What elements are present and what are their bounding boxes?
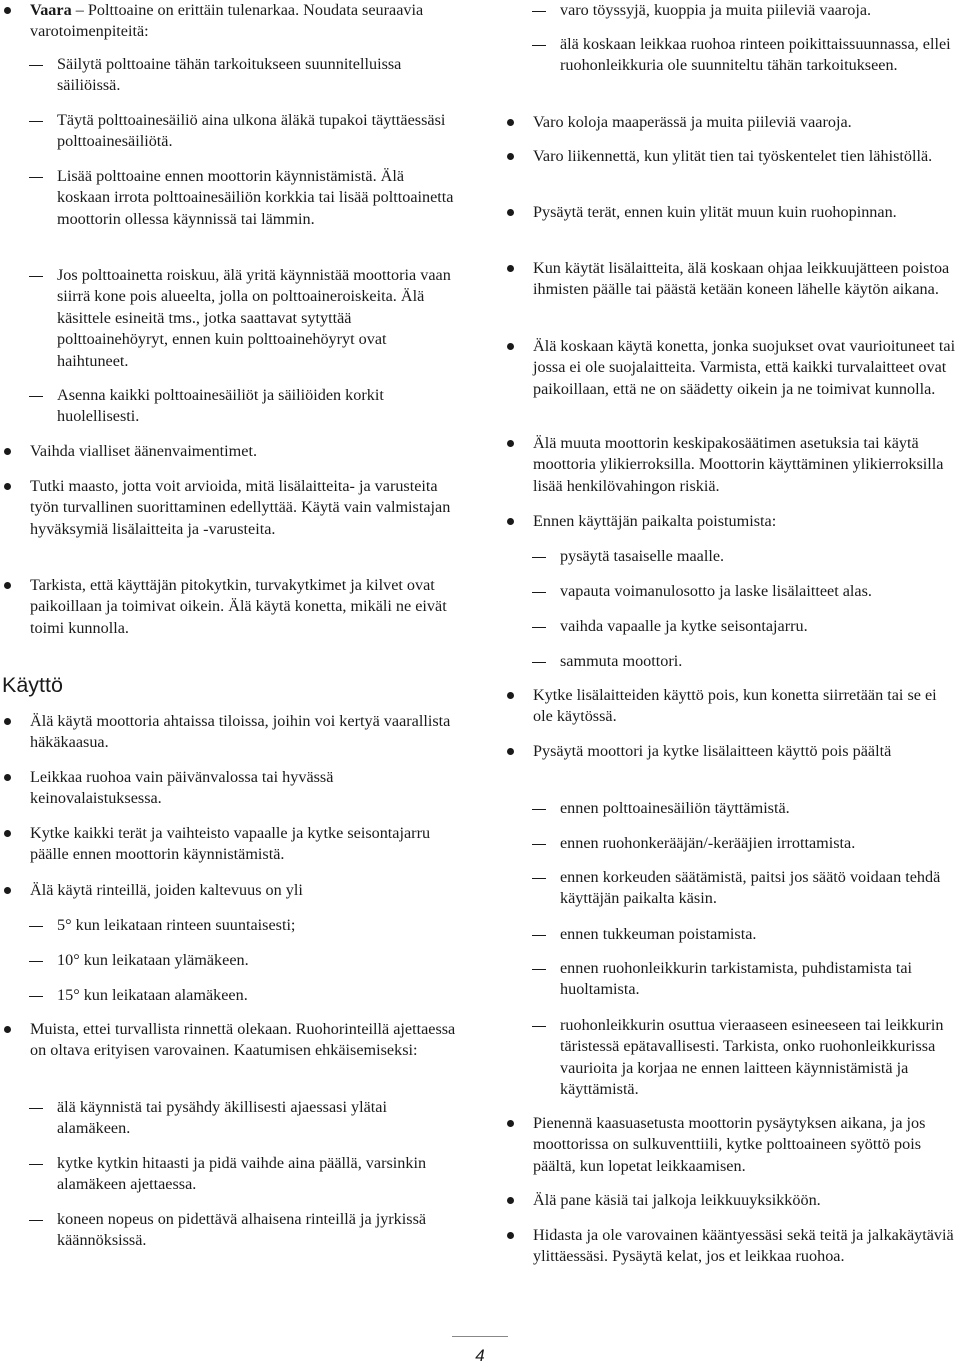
bullet-attachments-off: Kytke lisälaitteiden käyttö pois, kun konetta siirretään tai se ei ole käytössä. bbox=[503, 685, 960, 728]
bullet-daylight: Leikkaa ruohoa vain päivänvalossa tai hyvässä keinovalaistuksessa. bbox=[0, 767, 458, 810]
bullet-traffic: Varo liikennettä, kun ylität tien tai työskentelet tien lähistöllä. bbox=[503, 146, 960, 167]
stop-dash-5: ennen ruohonleikkurin tarkistamista, puhdistamista tai huoltamista. bbox=[503, 958, 960, 1001]
leave-dash-3: vaihda vapaalle ja kytke seisontajarru. bbox=[503, 616, 960, 637]
bullet-mufflers: Vaihda vialliset äänenvaimentimet. bbox=[0, 441, 458, 462]
bullet-terrain: Tutki maasto, jotta voit arvioida, mitä lisälaitteita- ja varusteita työn turvallinen suorittaminen edellyttää. Käytä vain valmistajan hyväksymiä lisälaitteita ja -varusteita. bbox=[0, 476, 458, 540]
bullet-stop-engine: Pysäytä moottori ja kytke lisälaitteen käyttö pois päältä bbox=[503, 741, 960, 762]
tip-dash-2: kytke kytkin hitaasti ja pidä vaihde aina päällä, varsinkin alamäkeen ajettaessa. bbox=[0, 1153, 458, 1196]
bullet-confined: Älä käytä moottoria ahtaissa tiloissa, joihin voi kertyä vaarallista häkäkaasua. bbox=[0, 711, 458, 754]
tip-dash-3: koneen nopeus on pidettävä alhaisena rinteillä ja jyrkissä käännöksissä. bbox=[0, 1209, 458, 1252]
leave-dash-1: pysäytä tasaiselle maalle. bbox=[503, 546, 960, 567]
tip-dash-1: älä käynnistä tai pysähdy äkillisesti ajaessasi ylätai alamäkeen. bbox=[0, 1097, 458, 1140]
leave-dash-2: vapauta voimanulosotto ja laske lisälaitteet alas. bbox=[503, 581, 960, 602]
bullet-switches: Tarkista, että käyttäjän pitokytkin, turvakytkimet ja kilvet ovat paikoillaan ja toimivat oikein. Älä käytä konetta, mikäli ne eivät toimi kunnolla. bbox=[0, 575, 458, 639]
top-dash-1: varo töyssyjä, kuoppia ja muita piileviä vaaroja. bbox=[503, 0, 960, 21]
leave-dash-4: sammuta moottori. bbox=[503, 651, 960, 672]
page-number: 4 bbox=[475, 1346, 485, 1365]
stop-dash-4: ennen tukkeuman poistamista. bbox=[503, 924, 960, 945]
bullet-throttle: Pienennä kaasuasetusta moottorin pysäytyksen aikana, ja jos moottorissa on sulkuventtiili, kytke polttoaineen syöttö pois päältä, kun lopetat leikkaamisen. bbox=[503, 1113, 960, 1177]
stop-dash-1: ennen polttoainesäiliön täyttämistä. bbox=[503, 798, 960, 819]
warning-intro bbox=[0, 0, 458, 43]
fuel-dash-1: Säilytä polttoaine tähän tarkoitukseen suunnitelluissa säiliöissä. bbox=[0, 54, 458, 97]
slope-dash-1: 5° kun leikataan rinteen suuntaisesti; bbox=[0, 915, 458, 936]
bullet-disengage: Kytke kaikki terät ja vaihteisto vapaalle ja kytke seisontajarru päälle ennen moottorin käynnistämistä. bbox=[0, 823, 458, 866]
warning-text: – Polttoaine on erittäin tulenarkaa. Noudata seuraavia varotoimenpiteitä: bbox=[30, 1, 424, 41]
warning-lead: Vaara bbox=[30, 1, 72, 19]
top-dash-2: älä koskaan leikkaa ruohoa rinteen poikittaissuunnassa, ellei ruohonleikkuria ole suunniteltu tähän tarkoitukseen. bbox=[503, 34, 960, 77]
bullet-no-safe-slope: Muista, ettei turvallista rinnettä olekaan. Ruohorinteillä ajettaessa on oltava erityisen varovainen. Kaatumisen ehkäisemiseksi: bbox=[0, 1019, 458, 1062]
stop-dash-3: ennen korkeuden säätämistä, paitsi jos säätö voidaan tehdä käyttäjän paikalta käsin. bbox=[503, 867, 960, 910]
bullet-holes: Varo koloja maaperässä ja muita piileviä vaaroja. bbox=[503, 112, 960, 133]
bullet-slopes: Älä käytä rinteillä, joiden kaltevuus on yli bbox=[0, 880, 458, 901]
bullet-stop-blades: Pysäytä terät, ennen kuin ylität muun kuin ruohopinnan. bbox=[503, 202, 960, 223]
slope-dash-2: 10° kun leikataan ylämäkeen. bbox=[0, 950, 458, 971]
bullet-hands-feet: Älä pane käsiä tai jalkoja leikkuuyksikköön. bbox=[503, 1190, 960, 1211]
section-heading: Käyttö bbox=[2, 673, 63, 697]
bullet-governor: Älä muuta moottorin keskipakosäätimen asetuksia tai käytä moottoria ylikierroksilla. Moottorin käyttäminen ylikierroksilla lisää henkilövahingon riskiä. bbox=[503, 433, 960, 497]
fuel-dash-5: Asenna kaikki polttoainesäiliöt ja säiliöiden korkit huolellisesti. bbox=[0, 385, 458, 428]
stop-dash-6: ruohonleikkurin osuttua vieraaseen esineeseen tai leikkurin täristessä epätavallisesti. Tarkista, onko ruohonleikkurissa vaurioita ja korjaa ne ennen laitteen käynnistämistä ja käyttämistä. bbox=[503, 1015, 960, 1101]
page-footer bbox=[452, 1336, 508, 1365]
slope-dash-3: 15° kun leikataan alamäkeen. bbox=[0, 985, 458, 1006]
fuel-dash-4: Jos polttoainetta roiskuu, älä yritä käynnistää moottoria vaan siirrä kone pois alueelta, jolla on polttoaineroiskeita. Älä käsittele esineitä tms., jotka saattavat sytyttää polttoainehöyryt, ennen kuin polttoainehöyryt ovat haihtuneet. bbox=[0, 265, 458, 372]
fuel-dash-2: Täytä polttoainesäiliö aina ulkona äläkä tupakoi täyttäessäsi polttoainesäiliötä. bbox=[0, 110, 458, 153]
bullet-guards: Älä koskaan käytä konetta, jonka suojukset ovat vaurioituneet tai jossa ei ole suojalaitteita. Varmista, että kaikki turvalaitteet ovat paikoillaan, että ne on säädetty oikein ja ne toimivat kunnolla. bbox=[503, 336, 960, 400]
bullet-discharge: Kun käytät lisälaitteita, älä koskaan ohjaa leikkuujätteen poistoa ihmisten päälle tai päästä ketään koneen lähelle käytön aikana. bbox=[503, 258, 960, 301]
bullet-leaving-seat: Ennen käyttäjän paikalta poistumista: bbox=[503, 511, 960, 532]
bullet-slow-down: Hidasta ja ole varovainen kääntyessäsi sekä teitä ja jalkakäytäviä ylittäessäsi. Pysäytä kelat, jos et leikkaa ruohoa. bbox=[503, 1225, 960, 1268]
fuel-dash-3: Lisää polttoaine ennen moottorin käynnistämistä. Älä koskaan irrota polttoainesäiliön korkkia tai lisää polttoainetta moottorin ollessa käynnissä tai lämmin. bbox=[0, 166, 458, 230]
stop-dash-2: ennen ruohonkerääjän/-kerääjien irrottamista. bbox=[503, 833, 960, 854]
